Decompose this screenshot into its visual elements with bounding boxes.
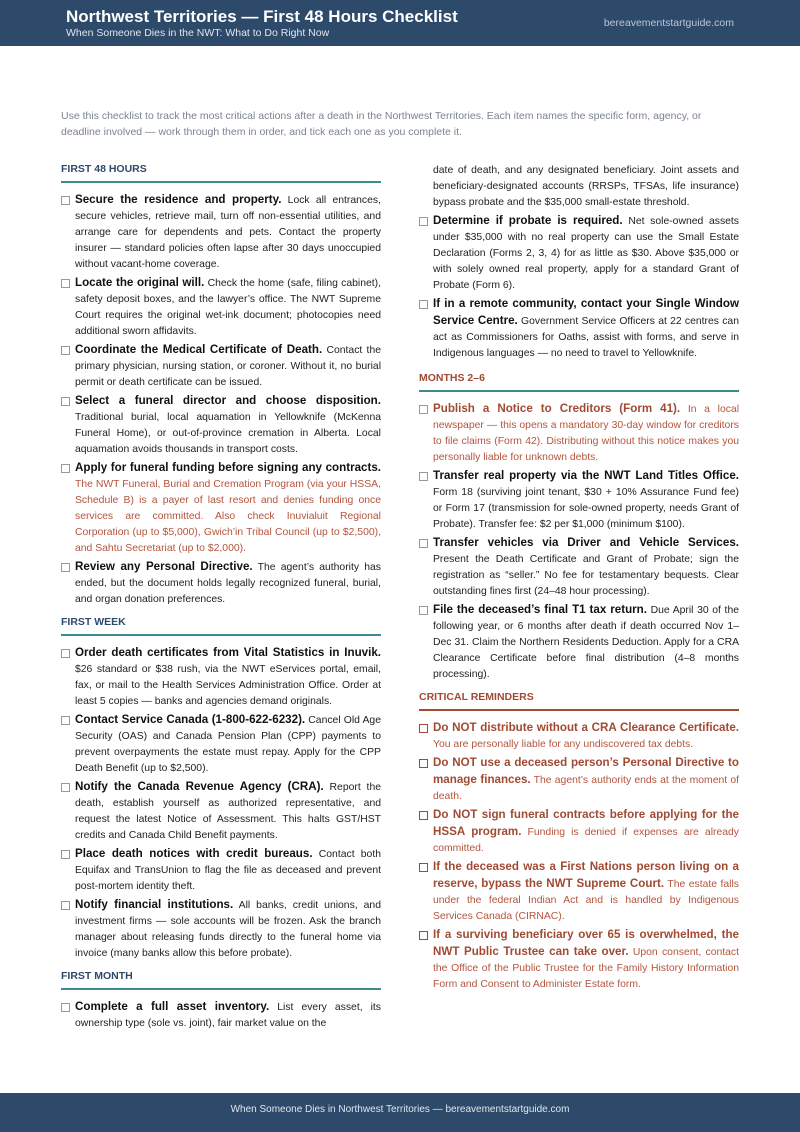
checkbox[interactable] <box>61 649 70 658</box>
checklist-item[interactable] <box>61 275 381 340</box>
reminder-item[interactable] <box>419 807 739 857</box>
page-title: Northwest Territories — First 48 Hours Checklist <box>66 7 458 26</box>
item-title: Notify financial institutions. <box>75 898 234 911</box>
item-body: All banks, credit unions, and investment firms — sole accounts will be frozen. Ask the branch manager about releasing funds directly to the funeral home via invoice (many banks allow this before probate). <box>75 900 381 959</box>
item-title: Do NOT use a deceased person’s Personal Directive to manage finances. <box>433 756 739 786</box>
page-subtitle: When Someone Dies in the NWT: What to Do Right Now <box>66 27 330 39</box>
item-title: Secure the residence and property. <box>75 193 282 206</box>
item-body: Upon consent, contact the Office of the Public Trustee for the Family History Information Form and Consent to Administer Estate form. <box>433 947 739 990</box>
checkbox[interactable] <box>419 300 428 309</box>
checkbox[interactable] <box>419 405 428 414</box>
left-column <box>61 163 381 1034</box>
checklist-item[interactable] <box>419 401 739 466</box>
item-title: Transfer real property via the NWT Land Titles Office. <box>433 469 739 482</box>
item-title: Transfer vehicles via Driver and Vehicle Services. <box>433 536 739 549</box>
checklist-item[interactable] <box>419 213 739 294</box>
item-title: Determine if probate is required. <box>433 214 623 227</box>
intro-text: Use this checklist to track the most critical actions after a death in the Northwest Territories. Each item names the specific form, agency, or deadline involved — work through them in order, and tick each one as you complete it. <box>61 110 702 138</box>
item-title: Review any Personal Directive. <box>75 560 253 573</box>
reminder-item[interactable] <box>419 720 739 753</box>
checkbox[interactable] <box>419 217 428 226</box>
site-link[interactable]: bereavementstartguide.com <box>603 17 734 29</box>
reminder-item[interactable] <box>419 859 739 925</box>
reminder-item[interactable] <box>419 927 739 993</box>
item-title: Publish a Notice to Creditors (Form 41). <box>433 402 681 415</box>
checkbox[interactable] <box>419 724 428 733</box>
checklist-item[interactable] <box>419 296 739 362</box>
checkbox[interactable] <box>419 539 428 548</box>
section-heading: FIRST WEEK <box>61 616 126 628</box>
item-title: Order death certificates from Vital Statistics in Inuvik. <box>75 646 381 659</box>
section-divider <box>61 634 381 636</box>
item-body: The agent’s authority ends at the moment of death. <box>433 775 740 802</box>
item-body: Form 18 (surviving joint tenant, $30 + 10% Assurance Fund fee) or Form 17 (transmission for sole-owned property, needs Grant of Probate). Transfer fee: $2 per $1,000 (minimum $100). <box>433 487 739 530</box>
checkbox[interactable] <box>61 563 70 572</box>
checkbox[interactable] <box>419 811 428 820</box>
checkbox[interactable] <box>61 716 70 725</box>
section-heading: FIRST 48 HOURS <box>61 163 147 175</box>
checklist-item[interactable] <box>61 712 381 777</box>
header-bar <box>0 0 800 46</box>
checkbox[interactable] <box>419 472 428 481</box>
item-body: The estate falls under the federal Indian Act and is handled by Indigenous Services Canada (CIRNAC). <box>433 879 739 922</box>
checklist-item[interactable] <box>61 393 381 458</box>
section-heading: CRITICAL REMINDERS <box>419 691 534 703</box>
item-body: $26 standard or $38 rush, via the NWT eServices portal, email, fax, or mail to the Health Services Administration Office. Order at least 5 copies — banks and agencies demand originals. <box>75 664 381 707</box>
item-title: Locate the original will. <box>75 276 205 289</box>
section-divider <box>61 988 381 990</box>
item-body: In a local newspaper — this opens a mandatory 30-day window for creditors to file claims (Form 42). Distributing without this notice makes you personally liable for unknown debts. <box>433 404 739 463</box>
item-title: Notify the Canada Revenue Agency (CRA). <box>75 780 324 793</box>
section-first-week <box>61 616 381 962</box>
checkbox[interactable] <box>419 606 428 615</box>
checkbox[interactable] <box>61 196 70 205</box>
item-body: Due April 30 of the following year, or 6 months after death if death occurred Nov 1–Dec 31. Claim the Northern Residents Deduction. Apply for a CRA Clearance Certificate before final distribution (4–8 months processing). <box>433 605 740 680</box>
item-body: Traditional burial, local aquamation in Yellowknife (McKenna Funeral Home), or out-of-province cremation in Alberta. Local aquamation avoids thousands in transport costs. <box>75 412 381 455</box>
item-continuation: date of death, and any designated beneficiary. Joint assets and beneficiary-designated accounts (RRSPs, TFSAs, life insurance) bypass probate and the $35,000 small-estate threshold. <box>433 165 739 208</box>
checkbox[interactable] <box>61 1003 70 1012</box>
section-heading: FIRST MONTH <box>61 970 133 982</box>
item-body: Present the Death Certificate and Grant of Probate; sign the registration as “seller.” No fee for testamentary bequests. Clear outstanding fines first (24–48 hour processing). <box>433 554 739 597</box>
checkbox[interactable] <box>61 346 70 355</box>
checkbox[interactable] <box>61 901 70 910</box>
section-divider <box>61 181 381 183</box>
checkbox[interactable] <box>61 279 70 288</box>
checklist-item[interactable] <box>419 468 739 533</box>
checklist-item[interactable] <box>61 460 381 557</box>
item-body: Contact both Equifax and TransUnion to flag the file as deceased and prevent post-mortem identity theft. <box>75 849 381 892</box>
checklist-item[interactable] <box>61 999 381 1032</box>
checklist-item[interactable] <box>61 645 381 710</box>
checkbox[interactable] <box>419 863 428 872</box>
item-body: The NWT Funeral, Burial and Cremation Program (via your HSSA, Schedule B) is a payer of last resort and denies funding once services are committed. Also check Inuvialuit Regional Corporation (up to $5,000), Gwich’in Tribal Council (up to $2,500), and Sahtu Secretariat (up to $2,000). <box>75 479 381 554</box>
footer-text: When Someone Dies in Northwest Territories — bereavementstartguide.com <box>230 1104 570 1115</box>
item-body: You are personally liable for any undiscovered tax debts. <box>433 739 694 750</box>
item-body: Cancel Old Age Security (OAS) and Canada Pension Plan (CPP) payments to prevent overpayments the estate must repay. Apply for the CPP Death Benefit (up to $2,500). <box>75 715 381 774</box>
checklist-item[interactable] <box>61 342 381 391</box>
item-title: Apply for funeral funding before signing any contracts. <box>75 461 381 474</box>
item-body: The agent’s authority has ended, but the document holds legally recognized funeral, burial, and organ donation preferences. <box>75 562 381 605</box>
item-title: Do NOT distribute without a CRA Clearance Certificate. <box>433 721 739 734</box>
section-critical-reminders <box>419 691 739 993</box>
section-heading: MONTHS 2–6 <box>419 372 485 384</box>
section-divider <box>419 709 739 711</box>
item-body: Government Service Officers at 22 centres can act as Commissioners for Oaths, assist with forms, and serve in Indigenous languages — no need to travel to Yellowknife. <box>433 316 739 359</box>
item-title: Do NOT sign funeral contracts before applying for the HSSA program. <box>433 808 739 838</box>
item-title: Contact Service Canada (1-800-622-6232). <box>75 713 306 726</box>
checklist-item[interactable] <box>61 192 381 273</box>
item-title: File the deceased’s final T1 tax return. <box>433 603 647 616</box>
checkbox[interactable] <box>419 931 428 940</box>
item-title: Place death notices with credit bureaus. <box>75 847 313 860</box>
checklist-item[interactable] <box>61 897 381 962</box>
item-body: List every asset, its ownership type (sole vs. joint), fair market value on the <box>75 1002 381 1029</box>
item-title: Coordinate the Medical Certificate of Death. <box>75 343 323 356</box>
item-title: Complete a full asset inventory. <box>75 1000 270 1013</box>
checkbox[interactable] <box>61 850 70 859</box>
item-title: If in a remote community, contact your Single Window Service Centre. <box>433 297 739 327</box>
item-body: Lock all entrances, secure vehicles, retrieve mail, turn off non-essential utilities, and arrange care for dependents and pets. Contact the property insurer — standard policies often lapse after 30 days unoccupied without vacant-home coverage. <box>75 195 381 270</box>
reminder-item[interactable] <box>419 755 739 805</box>
item-title: If the deceased was a First Nations person living on a reserve, bypass the NWT Supreme Court. <box>433 860 739 890</box>
footer-bar <box>0 1093 800 1132</box>
checkbox[interactable] <box>61 464 70 473</box>
checkbox[interactable] <box>61 397 70 406</box>
item-title: If a surviving beneficiary over 65 is overwhelmed, the NWT Public Trustee can take over. <box>433 928 739 958</box>
checklist-item[interactable] <box>419 535 739 600</box>
checklist-item[interactable] <box>419 602 739 683</box>
item-body: Contact the primary physician, nursing station, or coroner. Without it, no burial permit or death certificate can be issued. <box>75 345 382 388</box>
item-body: Check the home (safe, filing cabinet), safety deposit boxes, and the lawyer’s office. The NWT Supreme Court requires the original wet-ink document; photocopies need additional sworn affidavits. <box>75 278 381 337</box>
item-title: Select a funeral director and choose disposition. <box>75 394 381 407</box>
section-first-48-hours <box>61 163 381 608</box>
section-divider <box>419 390 739 392</box>
checklist-item[interactable] <box>61 559 381 608</box>
section-months-2-6 <box>419 372 739 683</box>
item-body: Net sole-owned assets under $35,000 with no real property can use the Small Estate Declaration (Forms 2, 3, 4) for as little as $30. Above $35,000 or with solely owned real property, apply for a standard Grant of Probate (Form 6). <box>433 216 740 291</box>
checklist-item[interactable] <box>61 779 381 844</box>
section-first-month <box>61 970 381 1032</box>
checklist-item[interactable] <box>61 846 381 895</box>
checkbox[interactable] <box>419 759 428 768</box>
right-column <box>419 163 739 995</box>
item-body: Report the death, establish yourself as authorized representative, and request the latest Notice of Assessment. This halts GST/HST credits and Canada Child Benefit payments. <box>75 782 381 841</box>
item-body: Funding is denied if expenses are already committed. <box>433 827 739 854</box>
checkbox[interactable] <box>61 783 70 792</box>
